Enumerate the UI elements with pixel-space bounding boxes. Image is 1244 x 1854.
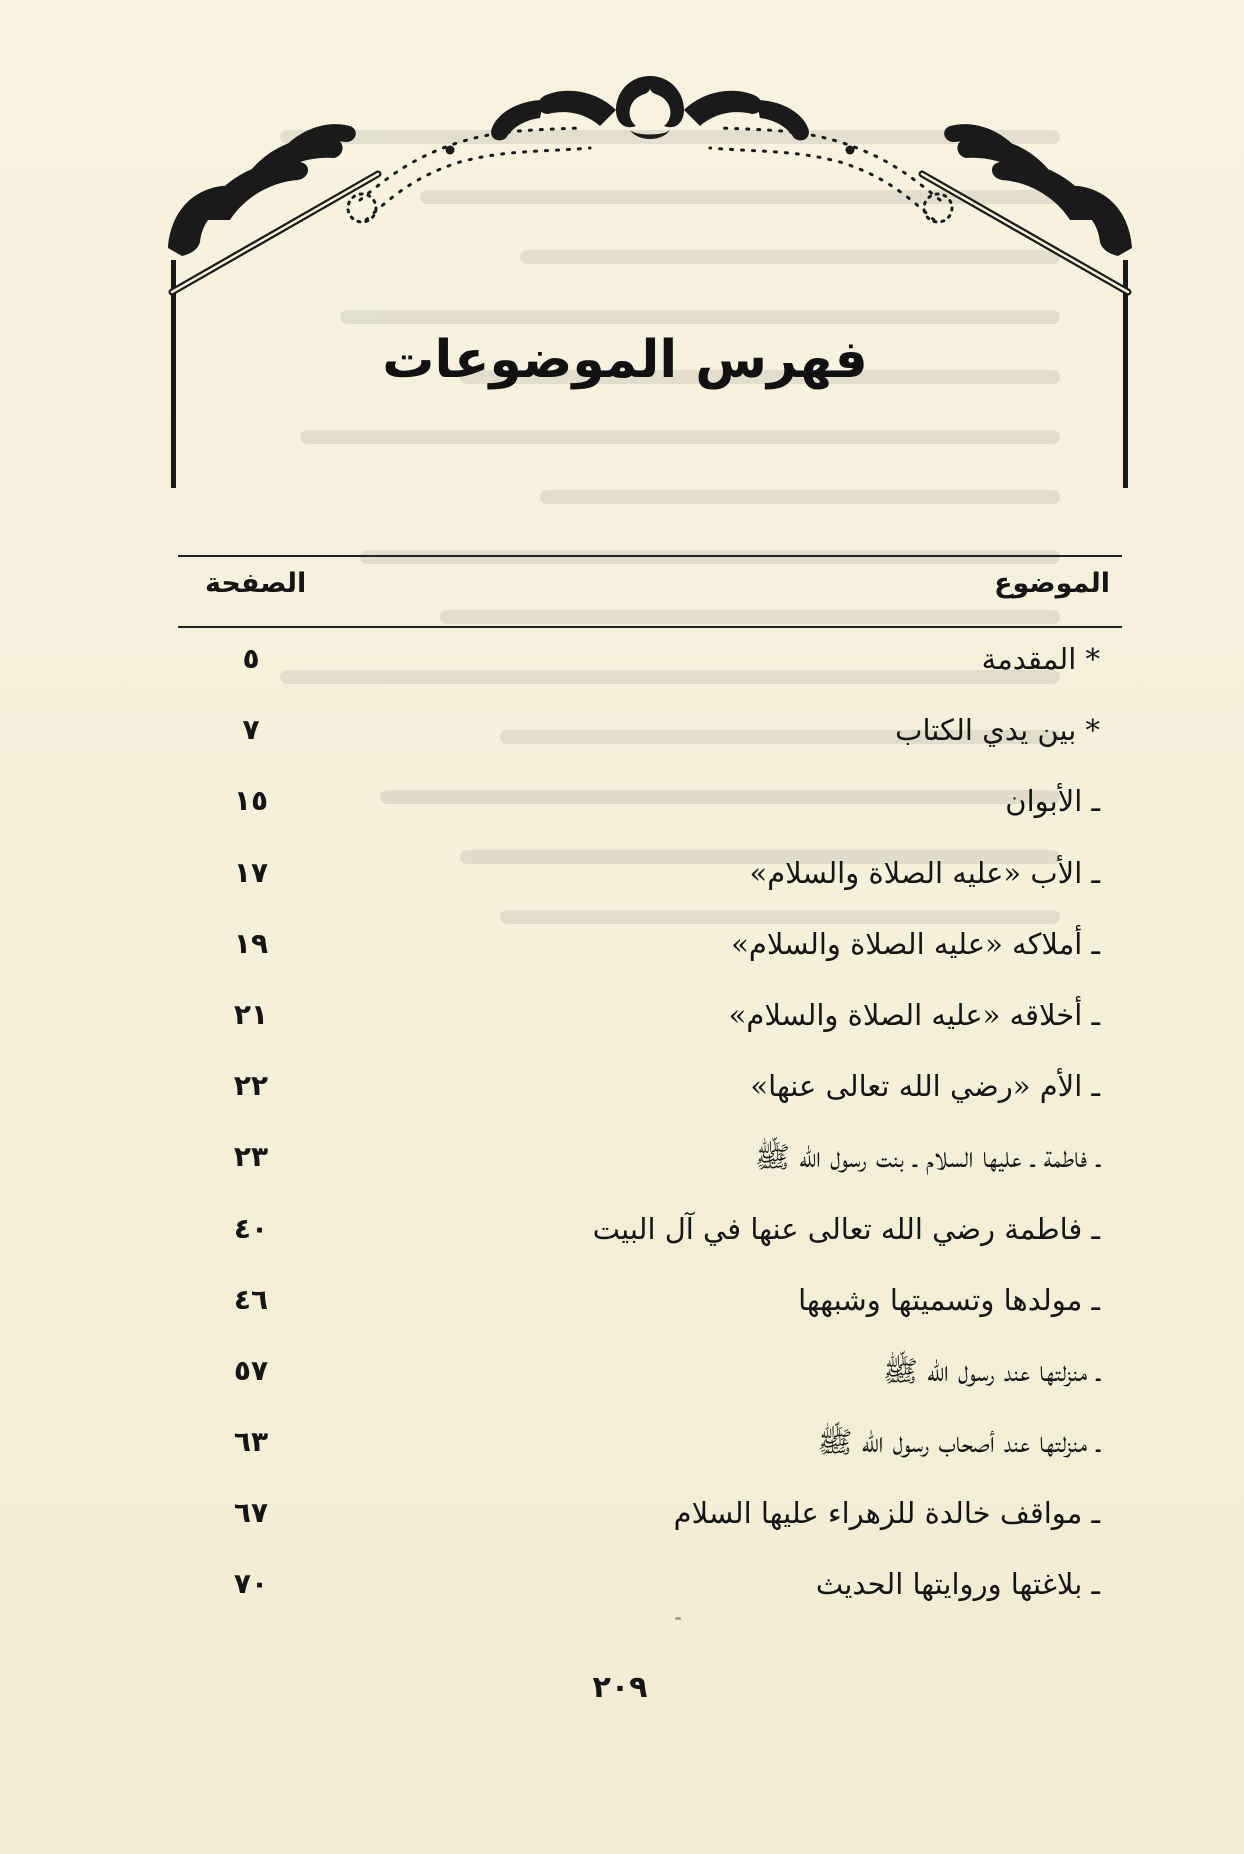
toc-entry[interactable] <box>178 701 1122 772</box>
toc-entry-page: ١٧ <box>233 855 269 889</box>
toc-entry-title: ـ منزلتها عند أصحاب رسول الله ﷺ <box>817 1425 1100 1460</box>
toc-entry-title: ـ منزلتها عند رسول الله ﷺ <box>882 1353 1100 1388</box>
toc-entry[interactable] <box>178 1128 1122 1199</box>
toc-entry-title: ـ الأم «رضي الله تعالى عنها» <box>750 1069 1100 1104</box>
toc-entry-title: ـ مولدها وتسميتها وشبهها <box>798 1282 1100 1317</box>
page-column-header: الصفحة <box>205 568 307 599</box>
ornamental-header-frame <box>160 70 1140 500</box>
toc-entry-title: * بين يدي الكتاب <box>895 713 1100 748</box>
toc-entry-page: ١٩ <box>233 926 269 960</box>
toc-entry-title: ـ بلاغتها وروايتها الحديث <box>815 1567 1100 1602</box>
toc-entry-title: ـ فاطمة ـ عليها السلام ـ بنت رسول الله ﷺ <box>755 1140 1100 1175</box>
toc-entry[interactable] <box>178 1271 1122 1342</box>
toc-entry[interactable] <box>178 1484 1122 1555</box>
toc-entry-page: ٤٦ <box>233 1282 269 1316</box>
topic-column-header: الموضوع <box>994 568 1110 599</box>
toc-entry[interactable] <box>178 1200 1122 1271</box>
toc-entry-page: ٦٣ <box>233 1425 269 1459</box>
page-title: فهرس الموضوعات <box>382 330 868 390</box>
toc-entry[interactable] <box>178 986 1122 1057</box>
toc-entry[interactable] <box>178 1057 1122 1128</box>
toc-entry-page: ٤٠ <box>233 1211 269 1245</box>
toc-entry-page: ٢٢ <box>233 1069 269 1103</box>
toc-entry-title: ـ الأب «عليه الصلاة والسلام» <box>749 855 1100 890</box>
toc-entry-page: ٧ <box>242 713 260 747</box>
header-top-rule <box>178 555 1122 557</box>
page-number: ٢٠٩ <box>592 1670 648 1705</box>
toc-entry-page: ١٥ <box>233 784 269 818</box>
paper-speck <box>675 1617 681 1620</box>
toc-entry-page: ٢١ <box>233 997 269 1031</box>
toc-entry[interactable] <box>178 915 1122 986</box>
toc-entry[interactable] <box>178 772 1122 843</box>
toc-entry-page: ٦٧ <box>233 1496 269 1530</box>
toc-entry[interactable] <box>178 844 1122 915</box>
header-bottom-rule <box>178 626 1122 628</box>
toc-entry-title: ـ فاطمة رضي الله تعالى عنها في آل البيت <box>592 1211 1100 1246</box>
toc-entry[interactable] <box>178 1342 1122 1413</box>
toc-entry-title: ـ مواقف خالدة للزهراء عليها السلام <box>673 1496 1100 1531</box>
toc-entry[interactable] <box>178 630 1122 701</box>
toc-entry-page: ٥ <box>242 642 260 675</box>
toc-entry-page: ٧٠ <box>233 1567 269 1601</box>
toc-entry-page: ٥٧ <box>233 1353 269 1387</box>
table-of-contents <box>178 630 1122 1627</box>
toc-entry[interactable] <box>178 1555 1122 1626</box>
toc-entry-page: ٢٣ <box>233 1140 269 1174</box>
toc-entry-title: ـ أخلاقه «عليه الصلاة والسلام» <box>728 997 1100 1032</box>
toc-entry[interactable] <box>178 1413 1122 1484</box>
toc-entry-title: ـ الأبوان <box>1005 784 1100 819</box>
toc-entry-title: * المقدمة <box>981 642 1100 676</box>
toc-entry-title: ـ أملاكه «عليه الصلاة والسلام» <box>731 926 1100 961</box>
